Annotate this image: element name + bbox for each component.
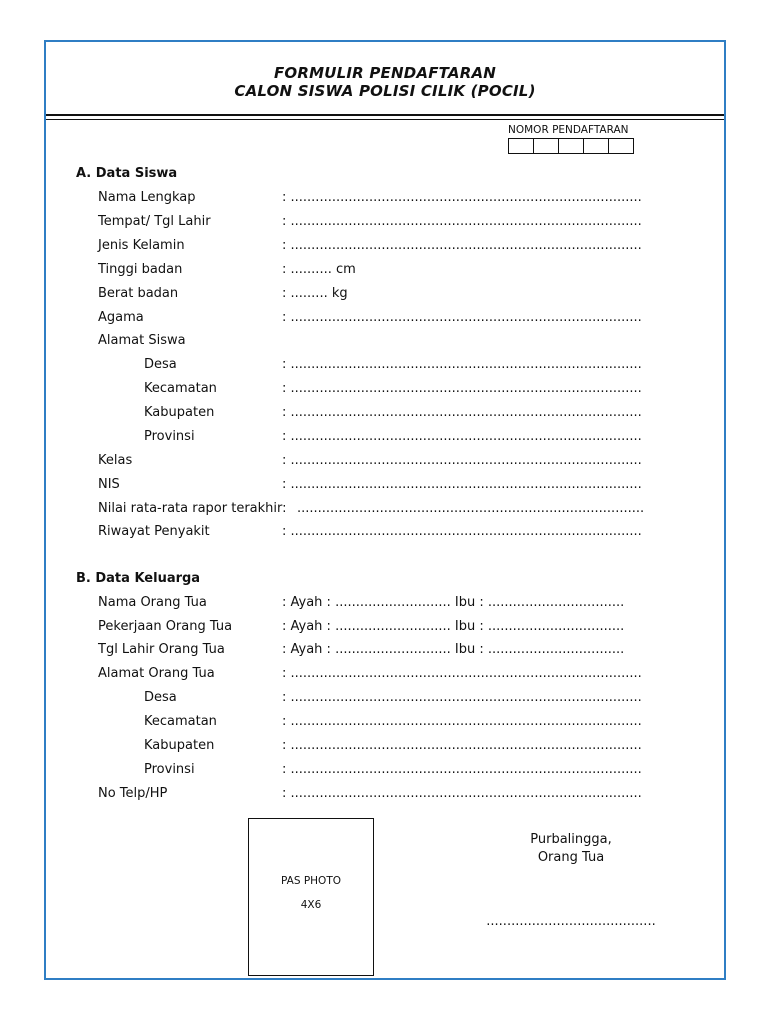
- field-value[interactable]: : .....................................................................................: [282, 786, 642, 801]
- field-value[interactable]: : .....................................................................................: [282, 310, 642, 325]
- field-value[interactable]: : .....................................................................................: [282, 738, 642, 753]
- field-label: NIS: [98, 477, 120, 492]
- registration-number-box[interactable]: [609, 138, 634, 154]
- header-divider-thick: [46, 114, 724, 116]
- section-b-heading: B. Data Keluarga: [76, 571, 201, 586]
- field-label: Desa: [144, 357, 177, 372]
- field-label: Jenis Kelamin: [98, 238, 185, 253]
- field-value[interactable]: : .....................................................................................: [282, 477, 642, 492]
- field-label: Riwayat Penyakit: [98, 524, 210, 539]
- field-value[interactable]: : .....................................................................................: [282, 666, 642, 681]
- registration-number-box[interactable]: [508, 138, 534, 154]
- field-value[interactable]: : ......... kg: [282, 286, 348, 301]
- photo-label: PAS PHOTO: [280, 875, 342, 887]
- field-label: Desa: [144, 690, 177, 705]
- field-value[interactable]: : .....................................................................................: [282, 381, 642, 396]
- field-label: Alamat Orang Tua: [98, 666, 215, 681]
- form-title-line1: FORMULIR PENDAFTARAN: [273, 64, 497, 82]
- field-value[interactable]: : .....................................................................................: [282, 214, 642, 229]
- field-value[interactable]: : .....................................................................................: [282, 429, 642, 444]
- header-divider-thin: [46, 119, 724, 120]
- field-value[interactable]: : Ayah : ............................ Ibu : .................................: [282, 642, 625, 657]
- field-label: Kabupaten: [144, 738, 215, 753]
- field-value[interactable]: : .....................................................................................: [282, 524, 642, 539]
- field-label: Nama Lengkap: [98, 190, 196, 205]
- field-label: Tinggi badan: [98, 262, 183, 277]
- pas-photo-box: [248, 818, 374, 976]
- registration-number-box[interactable]: [534, 138, 559, 154]
- photo-size-label: 4X6: [300, 899, 322, 911]
- signature-place: Purbalingga,: [530, 832, 612, 847]
- signature-line[interactable]: .........................................: [486, 914, 656, 929]
- field-label: Nama Orang Tua: [98, 595, 207, 610]
- field-label: Kecamatan: [144, 714, 217, 729]
- field-value[interactable]: : .......... cm: [282, 262, 356, 277]
- field-label: Alamat Siswa: [98, 333, 186, 348]
- registration-number-boxes[interactable]: [508, 138, 634, 154]
- section-a-heading: A. Data Siswa: [76, 166, 178, 181]
- registration-number-box[interactable]: [584, 138, 609, 154]
- field-label: Tempat/ Tgl Lahir: [98, 214, 211, 229]
- field-label: Nilai rata-rata rapor terakhir:: [98, 501, 287, 516]
- form-title-line2: CALON SISWA POLISI CILIK (POCIL): [234, 82, 536, 100]
- field-value[interactable]: : .....................................................................................: [282, 690, 642, 705]
- field-label: Provinsi: [144, 429, 195, 444]
- field-label: Kelas: [98, 453, 133, 468]
- registration-number-label: NOMOR PENDAFTARAN: [508, 124, 629, 136]
- signature-role: Orang Tua: [537, 850, 605, 865]
- form-frame: [44, 40, 726, 980]
- field-value[interactable]: : .....................................................................................: [282, 357, 642, 372]
- field-label: No Telp/HP: [98, 786, 168, 801]
- field-value[interactable]: ....................................................................................: [297, 501, 645, 516]
- field-value[interactable]: : .....................................................................................: [282, 238, 642, 253]
- field-label: Provinsi: [144, 762, 195, 777]
- field-label: Kabupaten: [144, 405, 215, 420]
- field-label: Berat badan: [98, 286, 179, 301]
- field-value[interactable]: : .....................................................................................: [282, 190, 642, 205]
- field-label: Tgl Lahir Orang Tua: [98, 642, 225, 657]
- field-value[interactable]: : Ayah : ............................ Ibu : .................................: [282, 619, 625, 634]
- field-value[interactable]: : .....................................................................................: [282, 762, 642, 777]
- registration-number-box[interactable]: [559, 138, 584, 154]
- field-value[interactable]: : .....................................................................................: [282, 405, 642, 420]
- field-value[interactable]: : .....................................................................................: [282, 453, 642, 468]
- field-label: Pekerjaan Orang Tua: [98, 619, 233, 634]
- field-value[interactable]: : Ayah : ............................ Ibu : .................................: [282, 595, 625, 610]
- field-label: Kecamatan: [144, 381, 217, 396]
- field-value[interactable]: : .....................................................................................: [282, 714, 642, 729]
- field-label: Agama: [98, 310, 144, 325]
